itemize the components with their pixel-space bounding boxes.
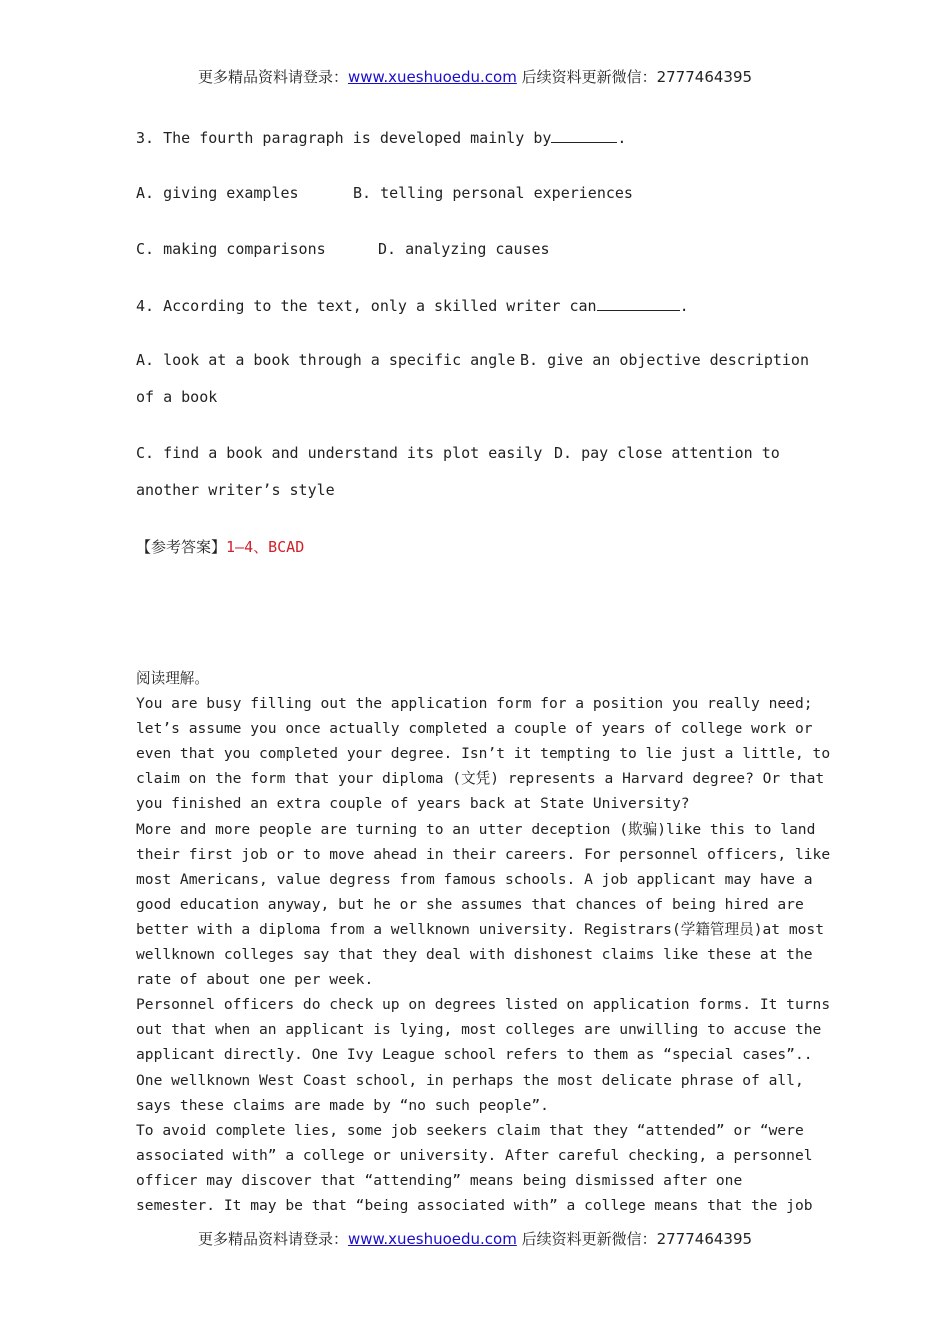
question-4-option-d-continued: another writer’s style: [136, 481, 335, 499]
header-prefix: 更多精品资料请登录：: [197, 68, 348, 86]
page-footer: [0, 1228, 950, 1249]
question-4-option-d: D. pay close attention to: [554, 444, 780, 462]
passage-line: One wellknown West Coast school, in perhaps the most delicate phrase of all,: [136, 1071, 804, 1089]
answer-value: 1—4、BCAD: [226, 538, 305, 556]
answer-label: 【参考答案】: [136, 538, 227, 556]
footer-link[interactable]: www.xueshuoedu.com: [347, 1230, 517, 1248]
header-suffix: 后续资料更新微信：2777464395: [516, 68, 753, 86]
passage-line: rate of about one per week.: [136, 971, 374, 989]
passage-line: you finished an extra couple of years back at State University?: [136, 795, 690, 813]
question-3-option-c: C. making comparisons: [136, 240, 326, 258]
passage-line: most Americans, value degress from famous schools. A job applicant may have a: [136, 870, 813, 888]
question-4-option-c: C. find a book and understand its plot easily: [136, 444, 543, 462]
page-header: [0, 66, 950, 87]
footer-suffix: 后续资料更新微信：2777464395: [516, 1230, 753, 1248]
passage-line: their first job or to move ahead in their careers. For personnel officers, like: [136, 845, 831, 863]
passage-line: associated with” a college or university. After careful checking, a personnel: [136, 1146, 813, 1164]
passage-line: wellknown colleges say that they deal with dishonest claims like these at the: [136, 946, 813, 964]
question-4-option-a: A. look at a book through a specific angle: [136, 351, 516, 369]
passage-line: out that when an applicant is lying, most colleges are unwilling to accuse the: [136, 1021, 822, 1039]
passage-line: To avoid complete lies, some job seekers claim that they “attended” or “were: [136, 1121, 804, 1139]
passage-line: officer may discover that “attending” means being dismissed after one: [136, 1171, 743, 1189]
passage-line: applicant directly. One Ivy League school refers to them as “special cases”..: [136, 1046, 813, 1064]
answer-blank: [597, 296, 680, 311]
question-3-option-b: B. telling personal experiences: [353, 184, 633, 202]
answer-blank: [551, 128, 617, 143]
passage-line: More and more people are turning to an utter deception (欺骗)like this to land: [136, 820, 816, 838]
passage-line: better with a diploma from a wellknown university. Registrars(学籍管理员)at most: [136, 920, 825, 938]
question-4-option-b: B. give an objective description: [520, 351, 809, 369]
passage-line: semester. It may be that “being associated with” a college means that the job: [136, 1196, 813, 1214]
passage-line: let’s assume you once actually completed a couple of years of college work or: [136, 720, 813, 738]
header-link[interactable]: www.xueshuoedu.com: [347, 68, 517, 86]
question-4-stem: 4. According to the text, only a skilled writer can .: [136, 297, 689, 315]
question-3-option-a: A. giving examples: [136, 184, 299, 202]
passage-line: good education anyway, but he or she assumes that chances of being hired are: [136, 895, 804, 913]
reading-passage: [136, 666, 831, 1218]
question-4-option-b-continued: of a book: [136, 388, 218, 406]
passage-line: even that you completed your degree. Isn’t it tempting to lie just a little, to: [136, 745, 831, 763]
passage-line: claim on the form that your diploma (文凭) represents a Harvard degree? Or that: [136, 770, 825, 788]
passage-line: Personnel officers do check up on degrees listed on application forms. It turns: [136, 996, 831, 1014]
passage-line: You are busy filling out the application form for a position you really need;: [136, 695, 813, 713]
question-3-option-d: D. analyzing causes: [378, 240, 550, 258]
question-3-stem: 3. The fourth paragraph is developed mainly by .: [136, 129, 627, 147]
passage-line: says these claims are made by “no such people”.: [136, 1096, 549, 1114]
passage-heading: 阅读理解。: [136, 670, 209, 687]
answer-key: [136, 536, 304, 557]
footer-prefix: 更多精品资料请登录：: [197, 1230, 348, 1248]
